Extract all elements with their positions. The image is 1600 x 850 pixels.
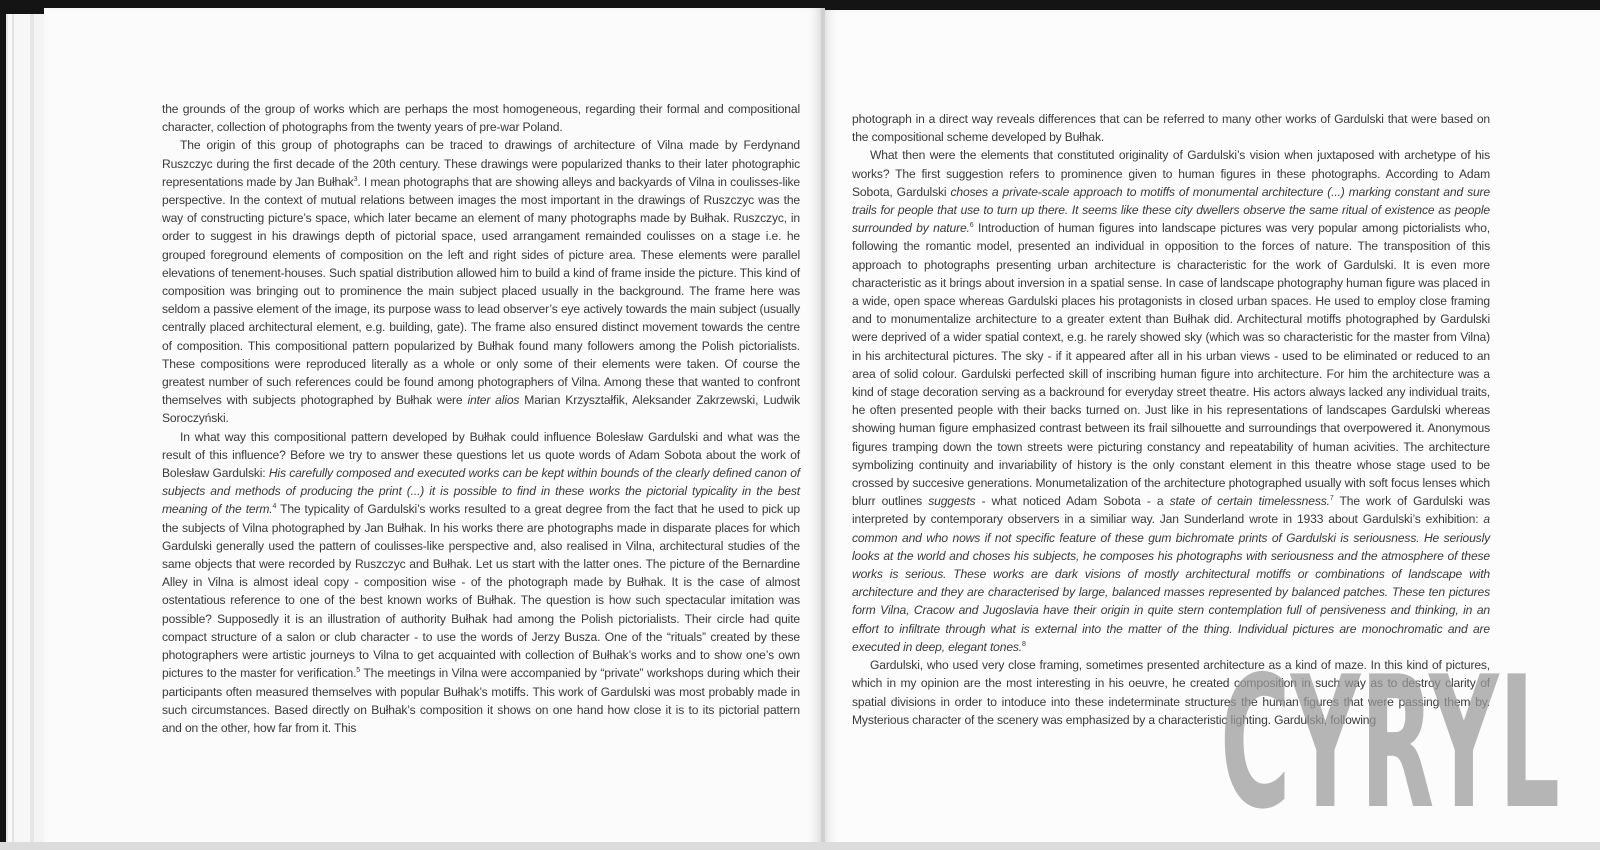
left-text-column <box>162 100 800 737</box>
page-edges <box>0 14 44 850</box>
book-gutter <box>821 8 825 850</box>
text-run: - what noticed Adam Sobota - a <box>975 494 1170 509</box>
italic-text: inter alios <box>467 393 520 408</box>
footnote-ref: 3 <box>353 175 358 183</box>
text-run: . I mean photographs that are showing alleys and backyards of Vilna in coulisses-like perspective. In the context of mutual relations between images the most important in the drawings of Ruszczyc was the way of constructing picture’s space, which later became an element of many photographs made by Bułhak. Ruszczyc, in order to suggest in his drawings depth of pictorial space, used arrangament remainded coulisses on a stage i.e. he grouped foreground elements of composition on the left and right sides of picture area. These elements were parallel elevations of tenement-houses. Such spatial distribution allowed him to build a kind of frame inside the picture. This kind of composition was bringing out to prominence the main subject placed usually in the background. The frame here was seldom a passive element of the image, its purpose wass to lead observer’s eye actively towards the main subject (usually centrally placed architectural element, e.g. building, gate). The frame also ensured distinct movement towards the centre of composition. This compositional pattern popularized by Bułhak found many followers among the Polish pictorialists. These compositions were reproduced literally as a whole or only some of their elements were taken. Of course the greatest number of such references could be found among photographers of Vilna. Among these that wanted to confront themselves with subjects photographed by Bułhak were <box>162 174 800 408</box>
italic-quote: His carefully composed and executed works can be kept within bounds of the clearly defined canon of subjects and methods of producing the print (...) it is possible to find in these works the pictorial typicality in the best meaning of the term. <box>162 466 800 517</box>
paragraph: Gardulski, who used very close framing, sometimes presented architecture as a kind of maze. In this kind of pictures, which in my opinion are the most interesting in his oeuvre, he created composition in such way as to destroy clarity of spatial divisions in order to intoduce into these indeterminate structures the human figures that were passing them by. Mysterious character of the scenery was emphasized by a characteristic lighting. Gardulski, following <box>852 658 1490 727</box>
page-bottom-edge <box>0 842 1600 850</box>
italic-text: suggests <box>928 494 976 509</box>
text-run: The origin of this group of photographs can be traced to drawings of architecture of Vilna made by Ferdynand Ruszczyc during the first decade of the 20th century. These drawings were popularized thanks to their later photographic representations made by Jan Bułhak <box>162 138 800 189</box>
watermark-text: CYRYL <box>1220 660 1560 810</box>
italic-quote: a common and who nows if not specific feature of these gum bichromate prints of Gardulski is seriousness. He seriously looks at the world and choses his subjects, he composes his photographs with seriousness and the atmosphere of these works is serious. These works are dark visions of mostly architectural motiffs or combinations of landscape with architecture and they are characterised by large, balanced masses represented by balanced patches. These ten pictures form Vilna, Cracow and Jugoslavia have their origin in quite stern contemplation full of pensiveness and thinking, in an effort to infiltrate through what is external into the matter of the thing. Individual pictures are monochromatic and are executed in deep, elegant tones. <box>852 512 1490 654</box>
text-run: Marian Krzyształfik, Aleksander Zakrzewski, Ludwik Soroczyński. <box>162 393 800 426</box>
italic-text: state of certain timelessness. <box>1169 494 1330 509</box>
paragraph <box>852 146 1490 656</box>
footnote-ref: 5 <box>356 667 361 675</box>
text-run: In what way this compositional pattern developed by Bułhak could influence Bolesław Gardulski and what was the result of this influence? Before we try to answer these questions let us quote words of Adam Sobota about the work of Bolesław Gardulski: <box>162 429 800 481</box>
footnote-ref: 7 <box>1329 495 1334 503</box>
text-run: Introduction of human figures into landscape pictures was very popular among pictorialists who, following the romantic model, presented an individual in opposition to the forces of nature. The transposition of this approach to photographs presenting urban architecture is characteristic for the work of Gardulski. It is even more characteristic as it brings about inversion in a spatial sense. In case of landscape photography human figure was placed in a wide, open space whereas Gardulski places his protagonists in closed urban spaces. He used to employ close framing and to monumentalize architecture to a greater extent than Bułhak did. Architectural motiffs photographed by Gardulski were deprived of a wider spatial context, e.g. he rarely showed sky (which was so characteristic for the master from Vilna) in his architectural pictures. The sky - if it appeared after all in his urban views - used to be eliminated or reduced to an area of solid colour. Gardulski perfected skill of inscribing human figure into architecture. For him the architecture was a kind of stage decoration serving as a backround for everyday street theatre. His actors always lacked any individual traits, he often presented people with their backs turned on. Just like in his representations of landscapes Gardulski whereas showing human figure emphasized contrast between its frail silhouette and surroundings that overpowered it. Anonymous figures tramping down the town streets were picturing constancy and repeatability of human acivities. The architecture symbolizing continuity and invariability of history is the only constant element in this theatre whose stage used to be crossed by succesive generations. Monumetalization of the architecture photographed usually with soft focus lenses which blurr outlines <box>852 221 1490 509</box>
right-text-column <box>852 110 1490 729</box>
footnote-ref: 8 <box>1022 640 1026 648</box>
text-run: The meetings in Vilna were accompanied by “private” workshops during which their participants often measured themselves with popular Bułhak’s motiffs. This work of Gardulski was most probably made in such circumstances. Based directly on Bułhak’s composition it shows on one hand how close it is to its pictorial pattern and on the other, how far from it. This <box>162 666 800 735</box>
paragraph: photograph in a direct way reveals differences that can be referred to many other works of Gardulski that were based on the compositional scheme developed by Bułhak. <box>852 112 1490 145</box>
footnote-ref: 6 <box>969 222 974 230</box>
footnote-ref: 4 <box>272 503 277 511</box>
text-run: The typicality of Gardulski’s works resulted to a great degree from the fact that he used to pick up the subjects of Vilna photographed by Jan Bułhak. In his works there are photographs made in disparate places for which Gardulski generally used the pattern of coulisses-like perspective and, also realised in Vilna, architectural studies of the same objects that were recorded by Ruszczyc and Bułhak. Let us start with the latter ones. The picture of the Bernardine Alley in Vilna is almost ideal copy - composition wise - of the photograph made by Bułhak. It is the case of almost ostentatious reference to one of the best known works of Bułhak. The question is how such spectacular imitation was possible? Supposedly it is an illustration of authority Bułhak had among the Polish pictorialists. Their circle had quite compact structure of a salon or club character - to use the words of Jerzy Busza. One of the “rituals” created by these photographers were artistic journeys to Vilna to get acquainted with collection of Bułhak’s works and to show one’s own pictures to the master for verification. <box>162 502 800 681</box>
text-run: What then were the elements that constituted originality of Gardulski’s vision when juxtaposed with archetype of his works? The first suggestion refers to prominence given to human figures in these photographs. According to Adam Sobota, Gardulski <box>852 148 1490 199</box>
paragraph <box>162 136 800 427</box>
paragraph: the grounds of the group of works which are perhaps the most homogeneous, regarding their formal and compositional character, collection of photographs from the twenty years of pre-war Poland. <box>162 102 800 135</box>
italic-quote: choses a private-scale approach to motiffs of monumental architecture (...) marking constant and sure trails for people that use to turn up there. It seems like these city dwellers observe the same ritual of existence as people surrounded by nature. <box>852 184 1490 236</box>
paragraph <box>162 428 800 737</box>
text-run: The work of Gardulski was interpreted by contemporary observers in a similiar way. Jan Sunderland wrote in 1933 about Gardulski’s exhibition: <box>852 494 1490 527</box>
